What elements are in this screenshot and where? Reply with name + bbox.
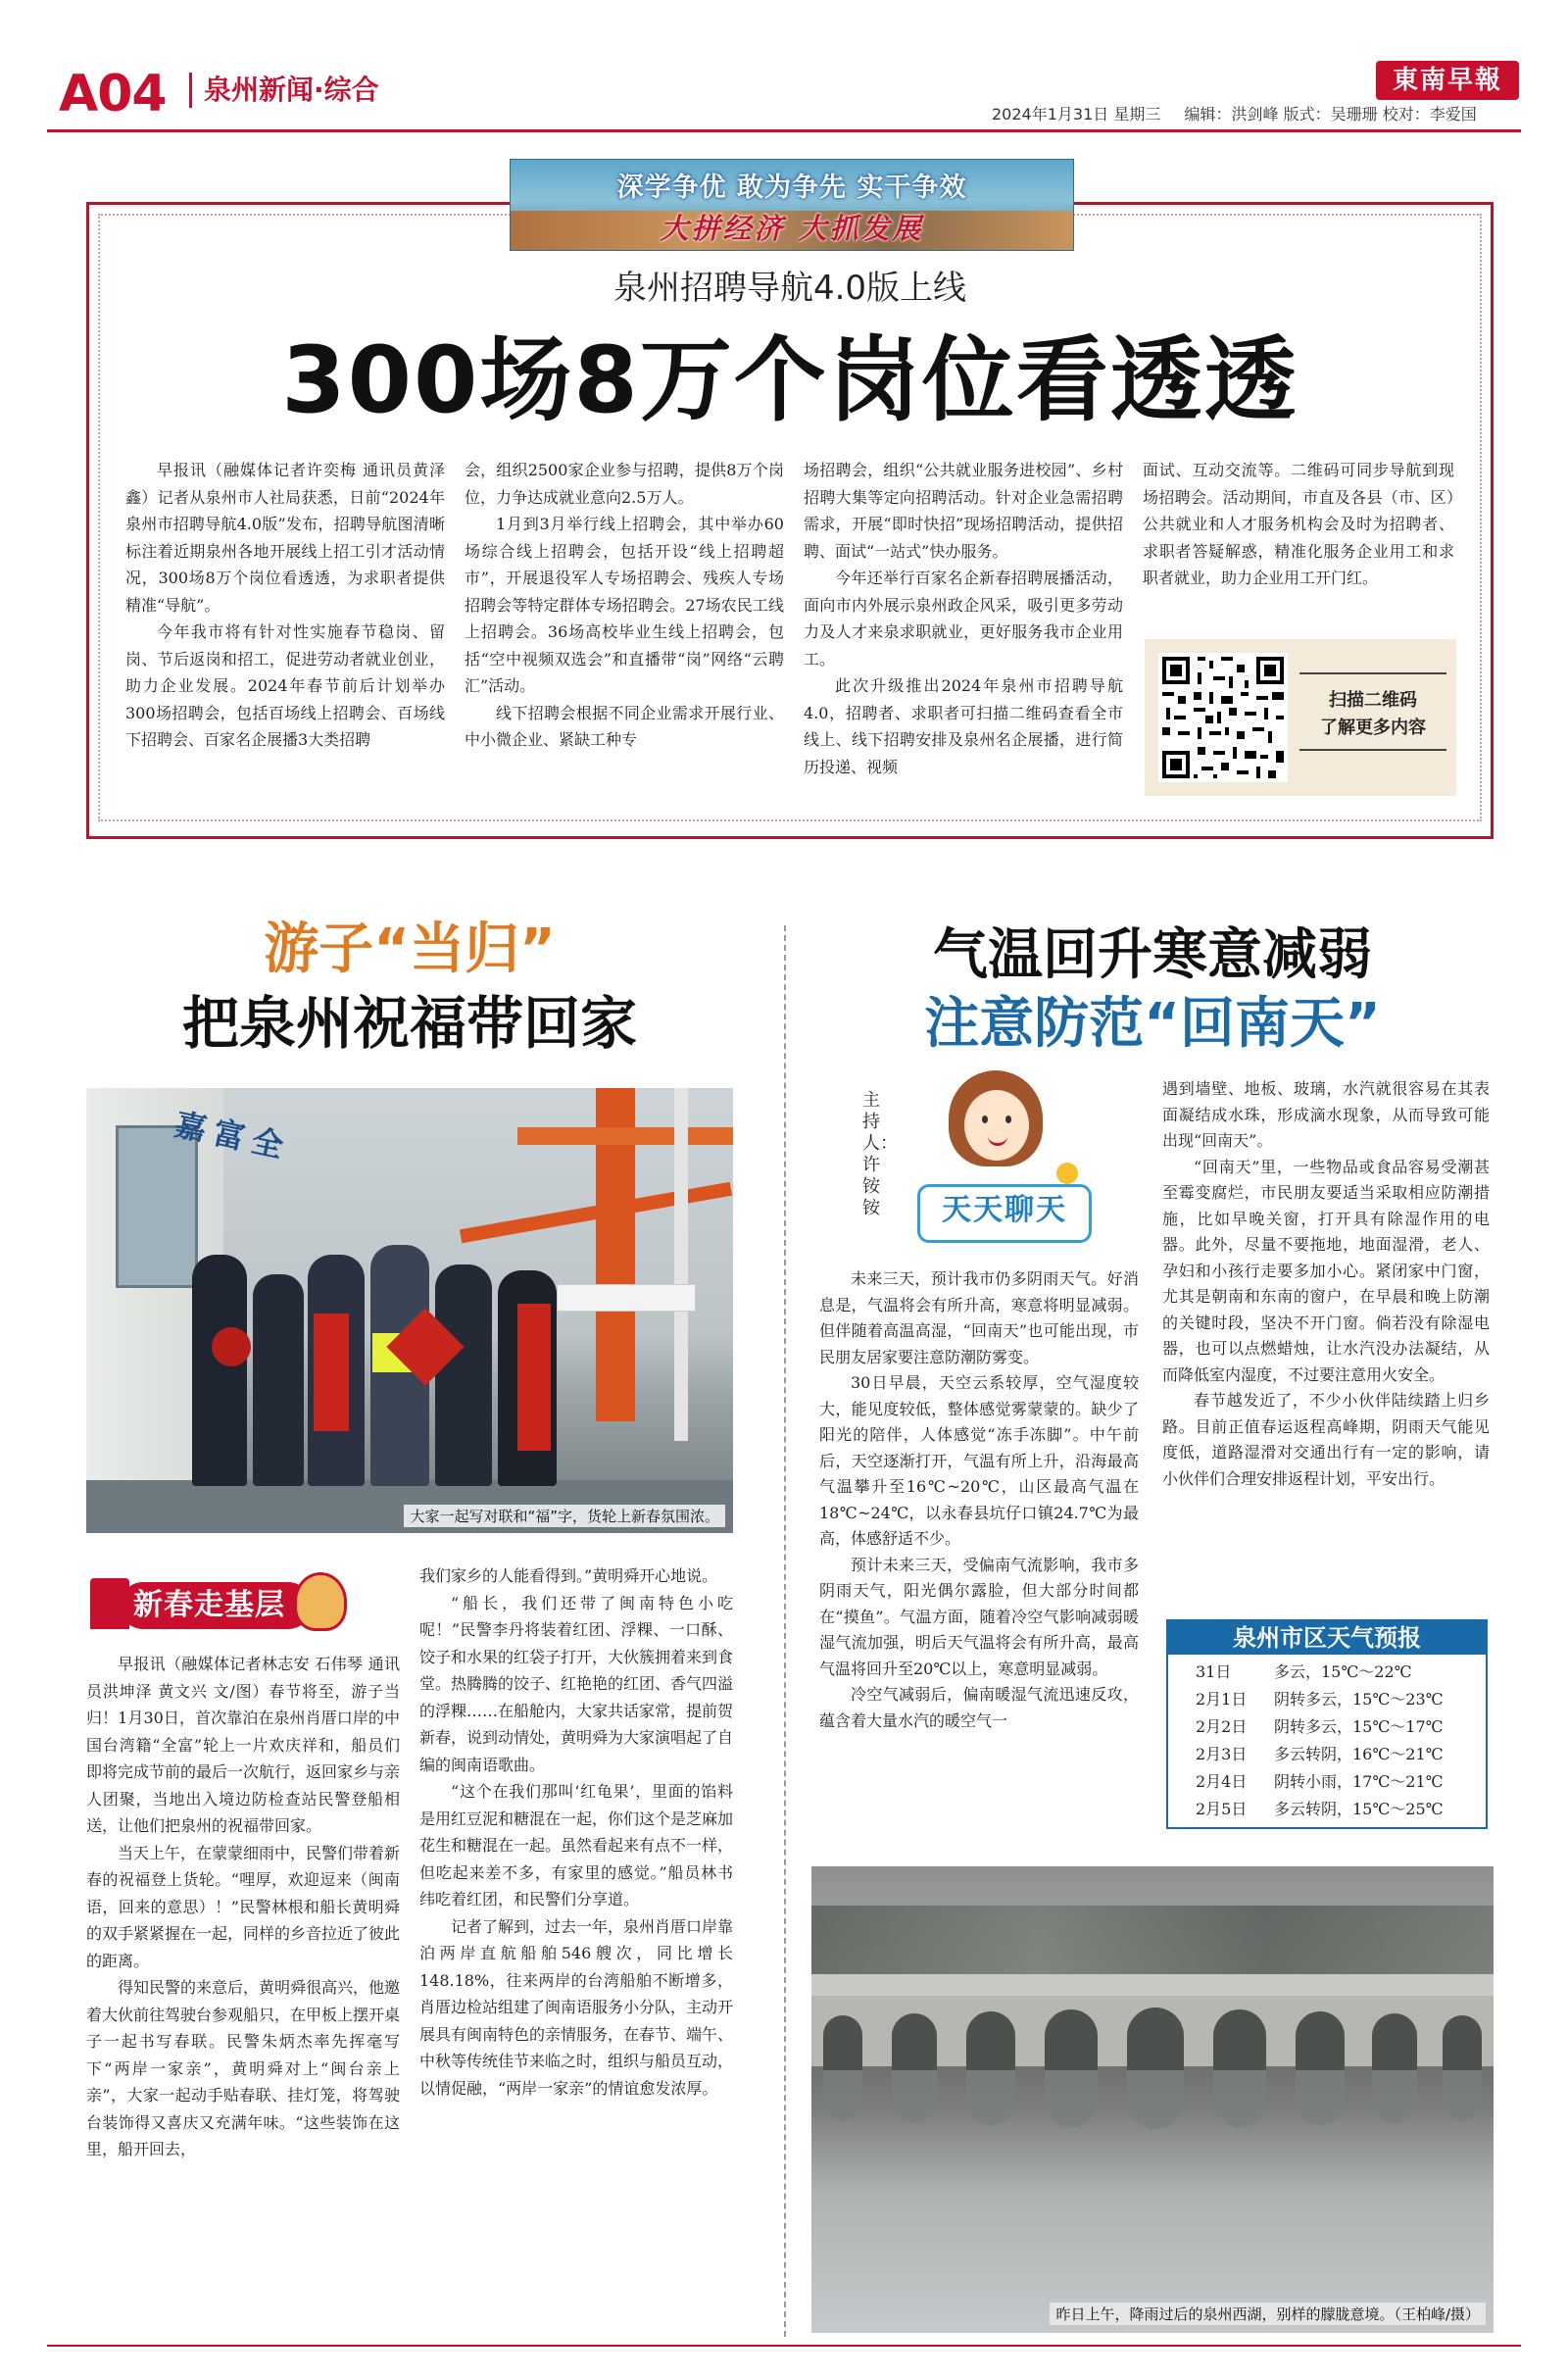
banner-line1: 深学争优 敢为争先 实干争效	[616, 173, 967, 203]
west-lake-photo	[811, 1866, 1494, 2333]
chat-badge-text: 天天聊天	[942, 1193, 1067, 1227]
new-year-tag	[90, 1572, 341, 1631]
lead-column-2	[465, 457, 784, 754]
host-label: 主持人：许铵铵	[862, 1090, 898, 1218]
lake-photo-caption: 昨日上午，降雨过后的泉州西湖，别样的朦胧意境。（王柏峰/摄）	[1050, 2303, 1486, 2325]
left-paragraph: “这个在我们那叫‘红龟果’，里面的馅料是用红豆泥和糖混在一起，你们这个是芝麻加花生和糖混在一起。虽然看起来有点不一样，但吃起来差不多，有家里的感觉。”船员林书纬吃着红团，和民警们分享道。	[419, 1782, 734, 1908]
forecast-desc: 多云，15℃～22℃	[1274, 1662, 1412, 1681]
right-column-2	[1162, 1076, 1490, 1492]
lead-paragraph: 今年我市将有针对性实施春节稳岗、留岗、节后返岗和招工，促进劳动者就业创业，助力企业发展。2024年春节前后计划举办300场招聘会，包括百场线上招聘会、百场线下招聘会、百家名企展播3大类招聘	[125, 622, 445, 749]
sun-icon	[1056, 1163, 1078, 1184]
forecast-date: 2月4日	[1196, 1772, 1248, 1791]
right-paragraph: 遇到墙壁、地板、玻璃，水汽就很容易在其表面凝结成水珠，形成滴水现象，从而导致可能出现“回南天”。	[1162, 1079, 1490, 1150]
banner-line2: 大拼经济 大抓发展	[660, 212, 924, 245]
lead-column-4	[1143, 457, 1454, 592]
forecast-desc: 阴转小雨，17℃～21℃	[1274, 1772, 1444, 1791]
forecast-rows	[1168, 1655, 1486, 1823]
right-title-line2: 注意防范“回南天”	[924, 992, 1381, 1056]
left-paragraph: 当天上午，在蒙蒙细雨中，民警们带着新春的祝福登上货轮。“哩厚，欢迎逗来（闽南语，回来的意思）！”民警林根和船长黄明舜的双手紧紧握在一起，同样的乡音拉近了彼此的距离。	[86, 1843, 401, 1970]
forecast-title: 泉州市区天气预报	[1168, 1621, 1486, 1655]
chat-badge	[917, 1184, 1092, 1243]
lead-paragraph: 早报讯（融媒体记者许奕梅 通讯员黄泽鑫）记者从泉州市人社局获悉，日前“2024年泉州市招聘导航4.0版”发布，招聘导航图清晰标注着近期泉州各地开展线上招工引才活动情况，300场8万个岗位看透透，为求职者提供精准“导航”。	[125, 461, 445, 615]
header-divider	[189, 73, 192, 108]
lead-paragraph: 面试、互动交流等。二维码可同步导航到现场招聘会。活动期间，市直及各县（市、区）公共就业和人才服务机构会及时为招聘者、求职者答疑解惑，精准化服务企业用工和求职者就业，助力企业用工开门红。	[1143, 461, 1454, 587]
forecast-date: 31日	[1196, 1662, 1232, 1681]
bridge-deck	[811, 1974, 1494, 1996]
qr-caption-2: 了解更多内容	[1320, 718, 1426, 738]
ship-photo-caption: 大家一起写对联和“福”字，货轮上新春氛围浓。	[404, 1505, 725, 1527]
masthead-logo	[1376, 61, 1519, 100]
forecast-row	[1196, 1768, 1486, 1796]
forecast-date: 2月1日	[1196, 1690, 1248, 1709]
footer-rule	[47, 2345, 1521, 2347]
masthead-text: 東南早報	[1392, 66, 1502, 95]
lead-paragraph: 线下招聘会根据不同企业需求开展行业、中小微企业、紧缺工种专	[465, 703, 784, 749]
lead-paragraph: 1月到3月举行线上招聘会，其中举办60场综合线上招聘会，包括开设“线上招聘超市”，开展退役军人专场招聘会、残疾人专场招聘会等特定群体专场招聘会。27场农民工线上招聘会。36场高校毕业生线上招聘会，包括“空中视频双选会”和直播带“岗”网络“云聘汇”活动。	[465, 515, 784, 695]
forecast-date: 2月2日	[1196, 1717, 1248, 1736]
forecast-desc: 阴转多云，15℃～23℃	[1274, 1690, 1444, 1709]
host-illustration	[909, 1068, 1103, 1247]
left-paragraph: 我们家乡的人能看得到。”黄明舜开心地说。	[419, 1566, 718, 1585]
forecast-row	[1196, 1741, 1486, 1768]
lead-paragraph: 此次升级推出2024年泉州市招聘导航4.0，招聘者、求职者可扫描二维码查看全市线上、线下招聘安排及泉州名企展播，进行简历投递、视频	[804, 676, 1123, 776]
left-title-line2: 把泉州祝福带回家	[181, 990, 637, 1057]
couplet-left	[314, 1313, 349, 1431]
lead-subtitle: 泉州招聘导航4.0版上线	[612, 269, 967, 308]
right-column-1	[819, 1266, 1139, 1734]
forecast-row	[1196, 1686, 1486, 1713]
couplet-right	[517, 1304, 551, 1451]
left-paragraph: 得知民警的来意后，黄明舜很高兴，他邀着大伙前往驾驶台参观船只，在甲板上摆开桌子一起书写春联。民警朱炳杰率先挥毫写下“两岸一家亲”，黄明舜对上“闽台亲上亲”，大家一起动手贴春联、挂灯笼，将驾驶台装饰得又喜庆又充满年味。“这些装饰在这里，船开回去，	[86, 1978, 401, 2158]
lead-paragraph: 会，组织2500家企业参与招聘，提供8万个岗位，力争达成就业意向2.5万人。	[465, 461, 784, 507]
page-code: A04	[59, 65, 167, 124]
right-paragraph: 冷空气减弱后，偏南暖湿气流迅速反攻，蕴含着大量水汽的暖空气一	[819, 1685, 1139, 1730]
date-text: 2024年1月31日 星期三	[992, 105, 1161, 124]
lead-title: 300场8万个岗位看透透	[281, 327, 1298, 434]
left-paragraph: 早报讯（融媒体记者林志安 石伟琴 通讯员洪坤泽 黄文兴 文/图）春节将至，游子当归！1月30日，首次靠泊在泉州肖厝口岸的中国台湾籍“全富”轮上一片欢庆祥和，船员们即将完成节前的最后一次航行，返回家乡与亲人团聚，当地出入境边防检查站民警登船相送，让他们把泉州的祝福带回家。	[86, 1655, 401, 1835]
left-column-2	[419, 1562, 733, 2102]
left-paragraph: 记者了解到，过去一年，泉州肖厝口岸靠泊两岸直航船舶546艘次，同比增长148.18%，往来两岸的台湾船舶不断增多，肖厝边检站组建了闽南语服务小分队，主动开展具有闽南特色的亲情服务，在春节、端午、中秋等传统佳节来临之时，组织与船员互动，以情促融，“两岸一家亲”的情谊愈发浓厚。	[419, 1916, 734, 2098]
left-column-1	[86, 1651, 400, 2163]
lead-column-1	[125, 457, 445, 754]
forecast-date: 2月5日	[1196, 1800, 1248, 1818]
header-rule	[47, 129, 1521, 132]
date-line	[992, 104, 1477, 125]
right-paragraph: 未来三天，预计我市仍多阴雨天气。好消息是，气温将会有所升高，寒意将明显减弱。但伴随着高温高湿，“回南天”也可能出现，市民朋友居家要注意防潮防雾变。	[819, 1269, 1139, 1366]
right-paragraph: “回南天”里，一些物品或食品容易受潮甚至霉变腐烂，市民朋友要适当采取相应防潮措施，比如早晚关窗，打开具有除湿作用的电器。此外，尽量不要拖地，地面湿滑，老人、孕妇和小孩行走要多加小心。紧闭家中门窗，尤其是朝南和东南的窗户，在早晨和晚上防潮的关键时段，坚决不开门窗。倘若没有除湿电器，也可以点燃蜡烛，让水汽没办法凝结，从而降低室内湿度，不过要注意用火安全。	[1162, 1157, 1490, 1384]
forecast-row	[1196, 1796, 1486, 1823]
right-paragraph: 30日早晨，天空云系较厚，空气湿度较大，能见度较低，整体感觉雾蒙蒙的。缺少了阳光的陪伴，人体感觉“冻手冻脚”。中午前后，天空逐渐打开，气温有所上升，沿海最高气温攀升至16℃~20℃，山区最高气温在18℃~24℃，以永春县坑仔口镇24.7℃为最高，体感舒适不少。	[819, 1373, 1139, 1548]
ship-name-sign: 嘉富全	[171, 1105, 295, 1167]
left-paragraph: “船长，我们还带了闽南特色小吃呢！”民警李丹将装着红团、浮粿、一口酥、饺子和水果的红袋子打开，大伙簇拥着来到食堂。热腾腾的饺子、红艳艳的红团、香气四溢的浮粿……在船舱内，大家共话家常，提前贺新春，说到动情处，黄明舜为大家演唱起了自编的闽南语歌曲。	[419, 1593, 734, 1774]
weather-forecast-box	[1166, 1619, 1488, 1829]
tag-text: 新春走基层	[133, 1588, 285, 1622]
section-name: 泉州新闻·综合	[204, 74, 379, 106]
knot-ornament	[212, 1327, 251, 1366]
forecast-desc: 多云转阴，15℃～25℃	[1274, 1800, 1444, 1818]
editors-text: 编辑：洪剑峰 版式：吴珊珊 校对：李爱国	[1184, 105, 1477, 124]
qr-code-icon[interactable]	[1158, 653, 1288, 782]
forecast-row	[1196, 1713, 1486, 1741]
right-paragraph: 预计未来三天，受偏南气流影响，我市多阴雨天气，阳光偶尔露脸，但大部分时间都在“摸鱼”。气温方面，随着冷空气影响减弱暖湿气流加强，明后天气温将会有所升高，最高气温将回升至20℃以上，寒意明显减弱。	[819, 1555, 1139, 1678]
qr-panel	[1145, 639, 1456, 796]
forecast-row	[1196, 1659, 1486, 1686]
ship-photo	[86, 1088, 733, 1533]
lead-paragraph: 场招聘会，组织“公共就业服务进校园”、乡村招聘大集等定向招聘活动。针对企业急需招聘需求，开展“即时快招”现场招聘活动，提供招聘、面试“一站式”快办服务。	[804, 461, 1123, 561]
host-face-icon	[964, 1090, 1029, 1161]
forecast-date: 2月3日	[1196, 1745, 1248, 1763]
right-title-line1: 气温回升寒意减弱	[933, 923, 1372, 987]
forecast-desc: 阴转多云，15℃～17℃	[1274, 1717, 1444, 1736]
left-title-line1: 游子“当归”	[264, 917, 556, 981]
bridge-arches	[811, 2007, 1494, 2066]
column-divider	[784, 925, 786, 2337]
bridge-reflection	[811, 2070, 1494, 2129]
qr-caption-1: 扫描二维码	[1329, 690, 1417, 711]
right-paragraph: 春节越发近了，不少小伙伴陆续踏上归乡路。目前正值春运返程高峰期，阴雨天气能见度低，道路湿滑对交通出行有一定的影响，请小伙伴们合理安排返程计划，平安出行。	[1162, 1391, 1490, 1488]
forecast-desc: 多云转阴，16℃～21℃	[1274, 1745, 1444, 1763]
lead-paragraph: 今年还举行百家名企新春招聘展播活动，面向市内外展示泉州政企风采，吸引更多劳动力及人才来泉求职就业，更好服务我市企业用工。	[804, 569, 1123, 669]
lead-column-3	[804, 457, 1123, 780]
campaign-banner	[510, 159, 1074, 251]
